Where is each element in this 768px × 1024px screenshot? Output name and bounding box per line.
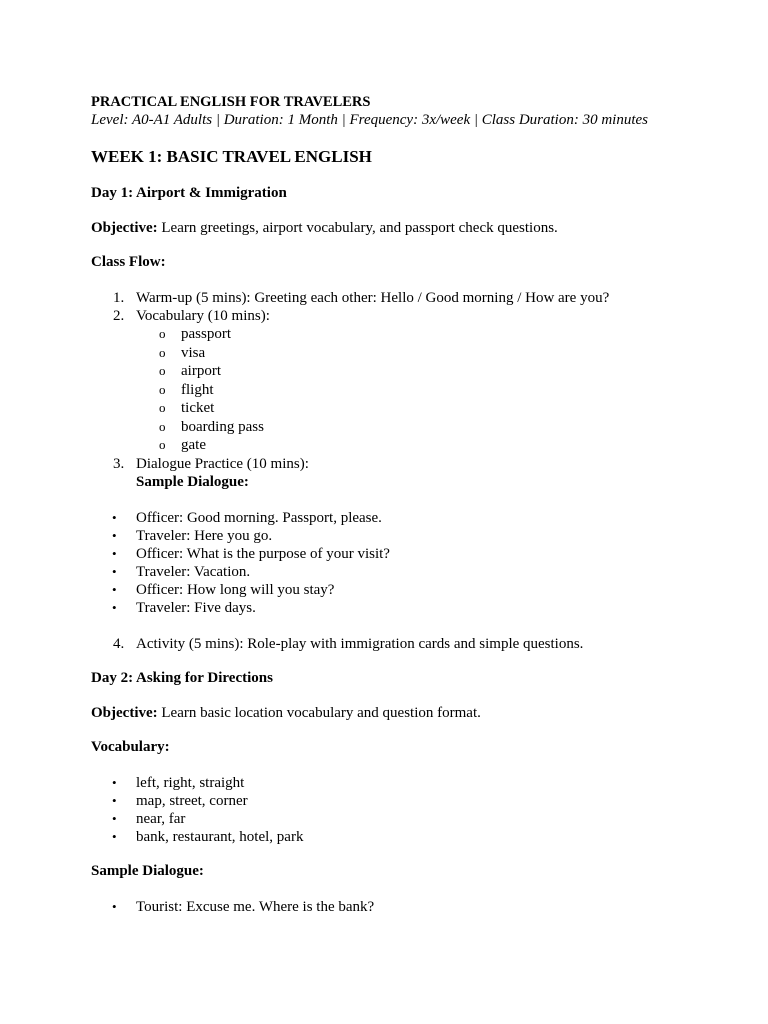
vocab-item xyxy=(91,810,731,828)
vocab-item xyxy=(91,792,731,810)
list-marker: o xyxy=(159,437,166,452)
objective-label: Objective: xyxy=(91,704,158,721)
vocab-text: map, street, corner xyxy=(136,792,248,809)
list-marker: o xyxy=(159,326,166,341)
day1-heading: Day 1: Airport & Immigration xyxy=(91,185,287,201)
dialogue-text: Officer: What is the purpose of your visit? xyxy=(136,545,390,562)
step-text: Vocabulary (10 mins): xyxy=(136,308,270,324)
vocab-item xyxy=(91,828,731,846)
vocab-text: gate xyxy=(181,437,206,453)
bullet-marker: • xyxy=(112,599,117,615)
vocab-text: boarding pass xyxy=(181,418,264,435)
vocab-text: left, right, straight xyxy=(136,774,245,791)
bullet-marker: • xyxy=(112,527,117,543)
step-number: 1. xyxy=(113,290,125,306)
class-flow-activity xyxy=(91,635,731,653)
objective-text: Learn greetings, airport vocabulary, and passport check questions. xyxy=(157,220,558,236)
dialogue-line xyxy=(91,599,731,617)
list-marker: o xyxy=(159,400,166,415)
dialogue-text: Traveler: Vacation. xyxy=(136,563,251,580)
document-page xyxy=(91,93,731,916)
dialogue-line xyxy=(91,898,731,916)
bullet-marker: • xyxy=(112,810,117,826)
vocab-text: ticket xyxy=(181,400,215,416)
vocab-item xyxy=(91,344,731,363)
dialogue-text: Tourist: Excuse me. Where is the bank? xyxy=(136,898,375,915)
step-text: Warm-up (5 mins): Greeting each other: Hello / Good morning / How are you? xyxy=(136,290,610,306)
step-text: Dialogue Practice (10 mins): xyxy=(136,455,309,472)
day2-vocabulary-heading: Vocabulary: xyxy=(91,738,170,755)
vocab-item xyxy=(91,325,731,344)
bullet-marker: • xyxy=(112,581,117,597)
dialogue-text: Traveler: Here you go. xyxy=(136,527,273,544)
dialogue-text: Officer: How long will you stay? xyxy=(136,581,335,598)
day1-vocab-list xyxy=(91,325,731,455)
step-number: 4. xyxy=(113,635,125,652)
bullet-marker: • xyxy=(112,898,117,914)
vocab-text: bank, restaurant, hotel, park xyxy=(136,828,304,845)
bullet-marker: • xyxy=(112,774,117,790)
week-heading: WEEK 1: BASIC TRAVEL ENGLISH xyxy=(91,147,372,166)
vocab-text: near, far xyxy=(136,810,186,827)
step-number: 3. xyxy=(113,455,125,472)
dialogue-line xyxy=(91,545,731,563)
class-flow-list xyxy=(91,289,731,325)
dialogue-text: Traveler: Five days. xyxy=(136,599,256,616)
list-marker: o xyxy=(159,418,166,434)
objective-text: Learn basic location vocabulary and question format. xyxy=(157,704,481,721)
sample-dialogue-label-row xyxy=(91,473,731,491)
dialogue-text: Officer: Good morning. Passport, please. xyxy=(136,509,382,526)
bullet-marker: • xyxy=(112,792,117,808)
day2-heading: Day 2: Asking for Directions xyxy=(91,669,273,686)
step-number: 2. xyxy=(113,308,125,324)
class-flow-list-continued xyxy=(91,455,731,491)
vocab-item xyxy=(91,362,731,381)
vocab-text: flight xyxy=(181,381,214,398)
vocab-text: airport xyxy=(181,363,221,379)
dialogue-line xyxy=(91,527,731,545)
day2-vocab-list xyxy=(91,774,731,846)
step-text: Activity (5 mins): Role-play with immigration cards and simple questions. xyxy=(136,635,584,652)
class-flow-step xyxy=(91,635,731,653)
bullet-marker: • xyxy=(112,563,117,579)
class-flow-step xyxy=(91,289,731,307)
bullet-marker: • xyxy=(112,828,117,844)
day2-objective xyxy=(91,704,731,722)
dialogue-line xyxy=(91,581,731,599)
day2-dialogue-list xyxy=(91,898,731,916)
objective-label: Objective: xyxy=(91,220,158,236)
vocab-text: visa xyxy=(181,344,206,361)
bullet-marker: • xyxy=(112,509,117,525)
vocab-item xyxy=(91,436,731,455)
vocab-item xyxy=(91,418,731,437)
document-title: PRACTICAL ENGLISH FOR TRAVELERS xyxy=(91,94,371,110)
vocab-text: passport xyxy=(181,326,231,342)
class-flow-heading: Class Flow: xyxy=(91,254,166,270)
vocab-item xyxy=(91,399,731,418)
day1-dialogue-list xyxy=(91,509,731,617)
list-marker: o xyxy=(159,344,166,360)
day1-objective xyxy=(91,219,731,237)
class-flow-step xyxy=(91,455,731,473)
dialogue-line xyxy=(91,509,731,527)
list-marker: o xyxy=(159,363,166,378)
dialogue-line xyxy=(91,563,731,581)
class-flow-step xyxy=(91,307,731,325)
sample-dialogue-label: Sample Dialogue: xyxy=(136,473,249,490)
document-subtitle: Level: A0-A1 Adults | Duration: 1 Month | Frequency: 3x/week | Class Duration: 30 minutes xyxy=(91,112,649,128)
vocab-item xyxy=(91,774,731,792)
list-marker: o xyxy=(159,381,166,397)
vocab-item xyxy=(91,381,731,400)
day2-sample-dialogue-heading: Sample Dialogue: xyxy=(91,862,204,879)
bullet-marker: • xyxy=(112,545,117,561)
